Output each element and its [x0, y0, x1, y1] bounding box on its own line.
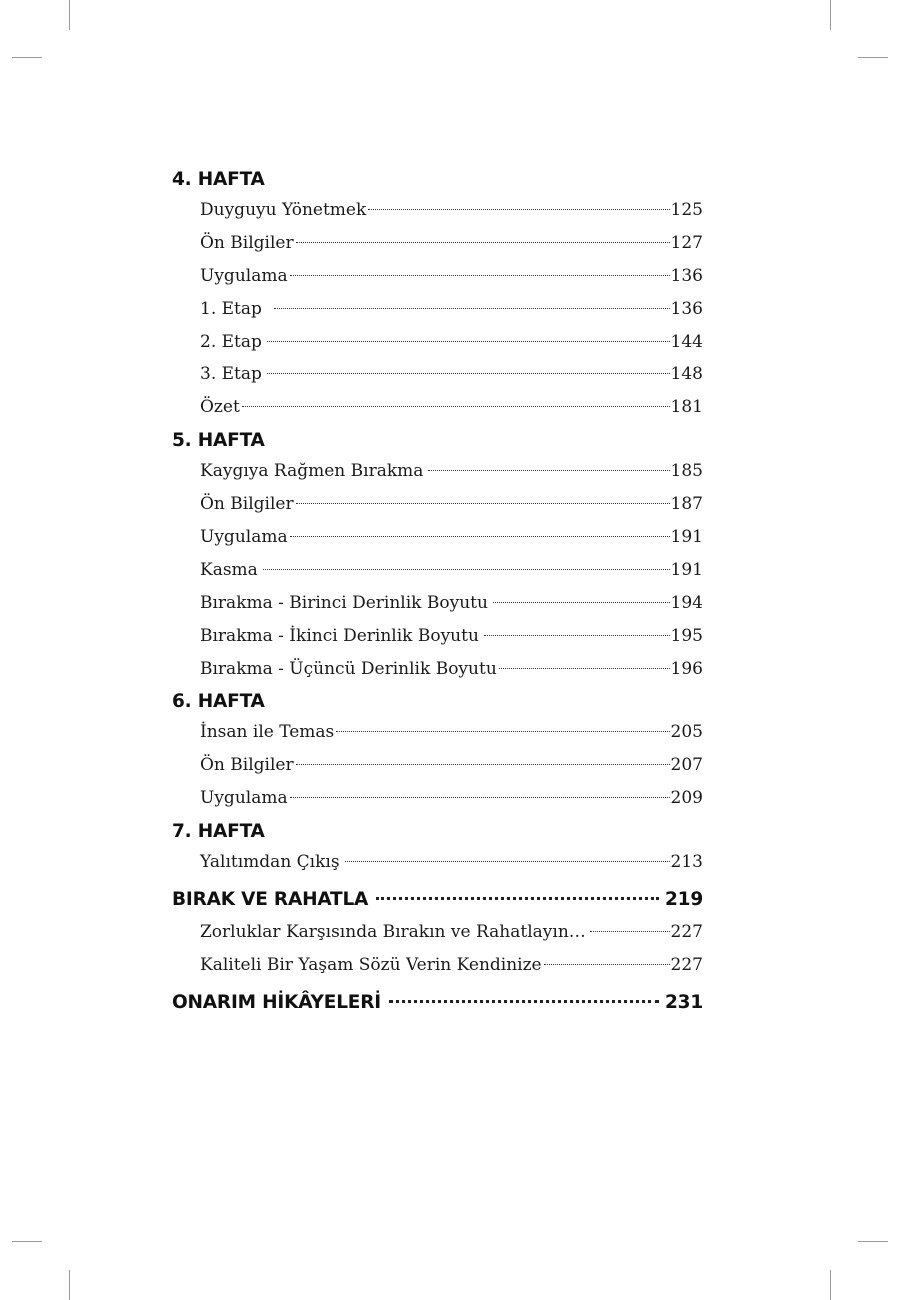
- toc-entry[interactable]: 2. Etap 144: [200, 331, 703, 352]
- dot-leader: [296, 503, 670, 504]
- section-heading-week-6: 6. HAFTA: [172, 691, 265, 713]
- crop-mark-top-right-vertical: [830, 0, 831, 30]
- section-heading-week-4: 4. HAFTA: [172, 169, 265, 190]
- crop-mark-top-right-horizontal: [858, 57, 888, 58]
- dot-leader: [290, 275, 670, 276]
- toc-entry[interactable]: Yalıtımdan Çıkış 213: [200, 852, 703, 873]
- dot-leader: [389, 1000, 659, 1003]
- table-of-contents: [172, 166, 703, 1019]
- toc-entry[interactable]: Bırakma - İkinci Derinlik Boyutu 195: [200, 625, 703, 646]
- section-heading-week-5: 5. HAFTA: [172, 430, 265, 452]
- crop-mark-top-left-horizontal: [12, 57, 42, 58]
- toc-major-entry-onarim-hikayeleri[interactable]: ONARIM HİKÂYELERİ 231: [172, 991, 703, 1013]
- dot-leader: [267, 341, 670, 342]
- dot-leader: [267, 373, 670, 374]
- dot-leader: [368, 209, 669, 210]
- section-heading-week-7: 7. HAFTA: [172, 821, 265, 843]
- dot-leader: [290, 797, 670, 798]
- dot-leader: [544, 964, 670, 965]
- toc-entry[interactable]: Kasma 191: [200, 559, 703, 580]
- dot-leader: [345, 861, 670, 862]
- crop-mark-bottom-right-vertical: [830, 1270, 831, 1300]
- dot-leader: [499, 668, 670, 669]
- crop-mark-top-left-vertical: [69, 0, 70, 30]
- toc-entry[interactable]: Uygulama 191: [200, 527, 703, 548]
- dot-leader: [376, 897, 659, 900]
- dot-leader: [274, 308, 670, 309]
- dot-leader: [263, 569, 670, 570]
- toc-entry[interactable]: Duyguyu Yönetmek 125: [200, 200, 703, 220]
- toc-entry[interactable]: Özet 181: [200, 397, 703, 418]
- toc-entry[interactable]: Kaygıya Rağmen Bırakma 185: [200, 461, 703, 482]
- dot-leader: [242, 406, 670, 407]
- crop-mark-bottom-left-vertical: [69, 1270, 70, 1300]
- toc-entry[interactable]: Ön Bilgiler 127: [200, 232, 703, 253]
- toc-entry[interactable]: Kaliteli Bir Yaşam Sözü Verin Kendinize 227: [200, 954, 703, 975]
- crop-mark-bottom-right-horizontal: [858, 1241, 888, 1242]
- toc-entry[interactable]: 1. Etap 136: [200, 298, 703, 319]
- toc-entry[interactable]: Zorluklar Karşısında Bırakın ve Rahatlayın… 227: [200, 922, 703, 943]
- toc-entry[interactable]: Uygulama 209: [200, 788, 703, 809]
- toc-entry[interactable]: 3. Etap 148: [200, 364, 703, 385]
- dot-leader: [493, 602, 670, 603]
- toc-entry[interactable]: Bırakma - Birinci Derinlik Boyutu 194: [200, 592, 703, 613]
- dot-leader: [590, 931, 670, 932]
- toc-entry[interactable]: Ön Bilgiler 207: [200, 755, 703, 776]
- toc-entry[interactable]: Uygulama 136: [200, 265, 703, 286]
- toc-entry[interactable]: İnsan ile Temas 205: [200, 722, 703, 743]
- crop-mark-bottom-left-horizontal: [12, 1241, 42, 1242]
- dot-leader: [296, 242, 670, 243]
- dot-leader: [290, 536, 670, 537]
- dot-leader: [336, 731, 669, 732]
- dot-leader: [484, 635, 670, 636]
- toc-entry[interactable]: Bırakma - Üçüncü Derinlik Boyutu 196: [200, 658, 703, 679]
- toc-major-entry-birak-ve-rahatla[interactable]: BIRAK VE RAHATLA 219: [172, 889, 703, 911]
- dot-leader: [296, 764, 670, 765]
- toc-entry[interactable]: Ön Bilgiler 187: [200, 494, 703, 515]
- dot-leader: [428, 470, 669, 471]
